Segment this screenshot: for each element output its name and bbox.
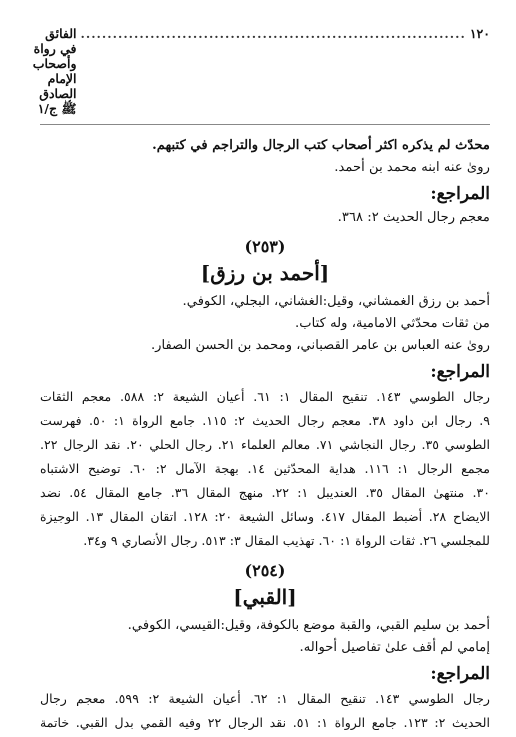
entry-line: رویٰ عنه العباس بن عامر القصباني، ومحمد بن الحسن الصفار. (150, 338, 490, 353)
reference-line: الايضاح ٢٨. أضبط المقال ٤١٧. وسائل الشيعة ٢٠: ١٢٨. اتقان المقال ١٣. الوجيزة (40, 509, 491, 524)
reference-line: رجال الطوسي ١٤٣. تنقيح المقال ١: ٦١. أعيان الشيعة ٢: ٥٨٨. معجم الثقات (40, 389, 491, 404)
reference-line: رجال الطوسي ١٤٣. تنقيح المقال ١: ٦٢. أعيان الشيعة ٢: ٥٩٩. معجم رجال (40, 691, 490, 706)
entry-254 (40, 559, 490, 735)
reference-line: الطوسي ٣٥. رجال النجاشي ٧١. معالم العلماء ٢١. رجال الحلي ٢٠. نقد الرجال ٢٢. (40, 437, 490, 452)
entry-name: [أحمد بن رزق] (200, 261, 330, 285)
entry-253 (40, 235, 490, 553)
reference-line: ٣٠. منتهیٰ المقال ٣٥. العنديبل ١: ٢٢. منهج المقال ٣٦. جامع المقال ٥٤. نضد (40, 485, 491, 500)
running-title: الفائق في رواة وأصحاب الإمام الصادق ﷺ ج/١ (32, 26, 77, 116)
entry-name: [القبي] (233, 585, 297, 609)
reference-line: ٩. رجال ابن داود ٣٨. معجم رجال الحديث ٢: ١١٥. جامع الرواة ١: ٥٠. فهرست (40, 413, 490, 428)
references-block (40, 385, 490, 553)
page-header (32, 26, 490, 125)
references-block (40, 687, 490, 735)
entry-number: (٢٥٣) (244, 237, 286, 256)
entry-line: أحمد بن سليم القبي، والقبة موضع بالكوفة، وقيل:القيسي، الكوفي. (127, 618, 490, 633)
entry-line: من ثقات محدّثي الامامية، وله كتاب. (295, 316, 490, 331)
entry-number: (٢٥٤) (244, 561, 286, 580)
reference-line: مجمع الرجال ١: ١١٦. هداية المحدّثين ١٤. بهجة الآمال ٢: ٦٠. توضيح الاشتباه (40, 461, 490, 476)
refs-heading: المراجع: (430, 362, 490, 382)
refs-heading: المراجع: (430, 664, 490, 684)
reference-line: الحديث ٢: ١٢٣. جامع الرواة ١: ٥١. نقد الرجال ٢٢ وفيه القمي بدل القبي. خاتمة (40, 715, 490, 730)
intro-line: محدّث لم يذكره اكثر أصحاب كتب الرجال والتراجم في كتبهم. (152, 138, 490, 153)
reference-line: معجم رجال الحديث ٢: ٣٦٨. (337, 210, 490, 225)
refs-heading: المراجع: (430, 184, 490, 204)
page-number: ١٢٠ (469, 26, 490, 41)
intro-section (40, 135, 490, 229)
entry-line: إمامي لم أقف علىٰ تفاصيل أحواله. (299, 640, 490, 655)
entry-line: أحمد بن رزق الغمشاني، وقيل:الغشاني، البجلي، الكوفي. (182, 294, 490, 309)
header-leader-dots: ........................................................................ (80, 26, 466, 41)
intro-line: رویٰ عنه ابنه محمد بن أحمد. (334, 160, 490, 175)
reference-line: للمجلسي ٢٦. ثقات الرواة ١: ٦٠. تهذيب المقال ٣: ٥١٣. رجال الأنصاري ٩ و٣٤. (83, 533, 490, 548)
